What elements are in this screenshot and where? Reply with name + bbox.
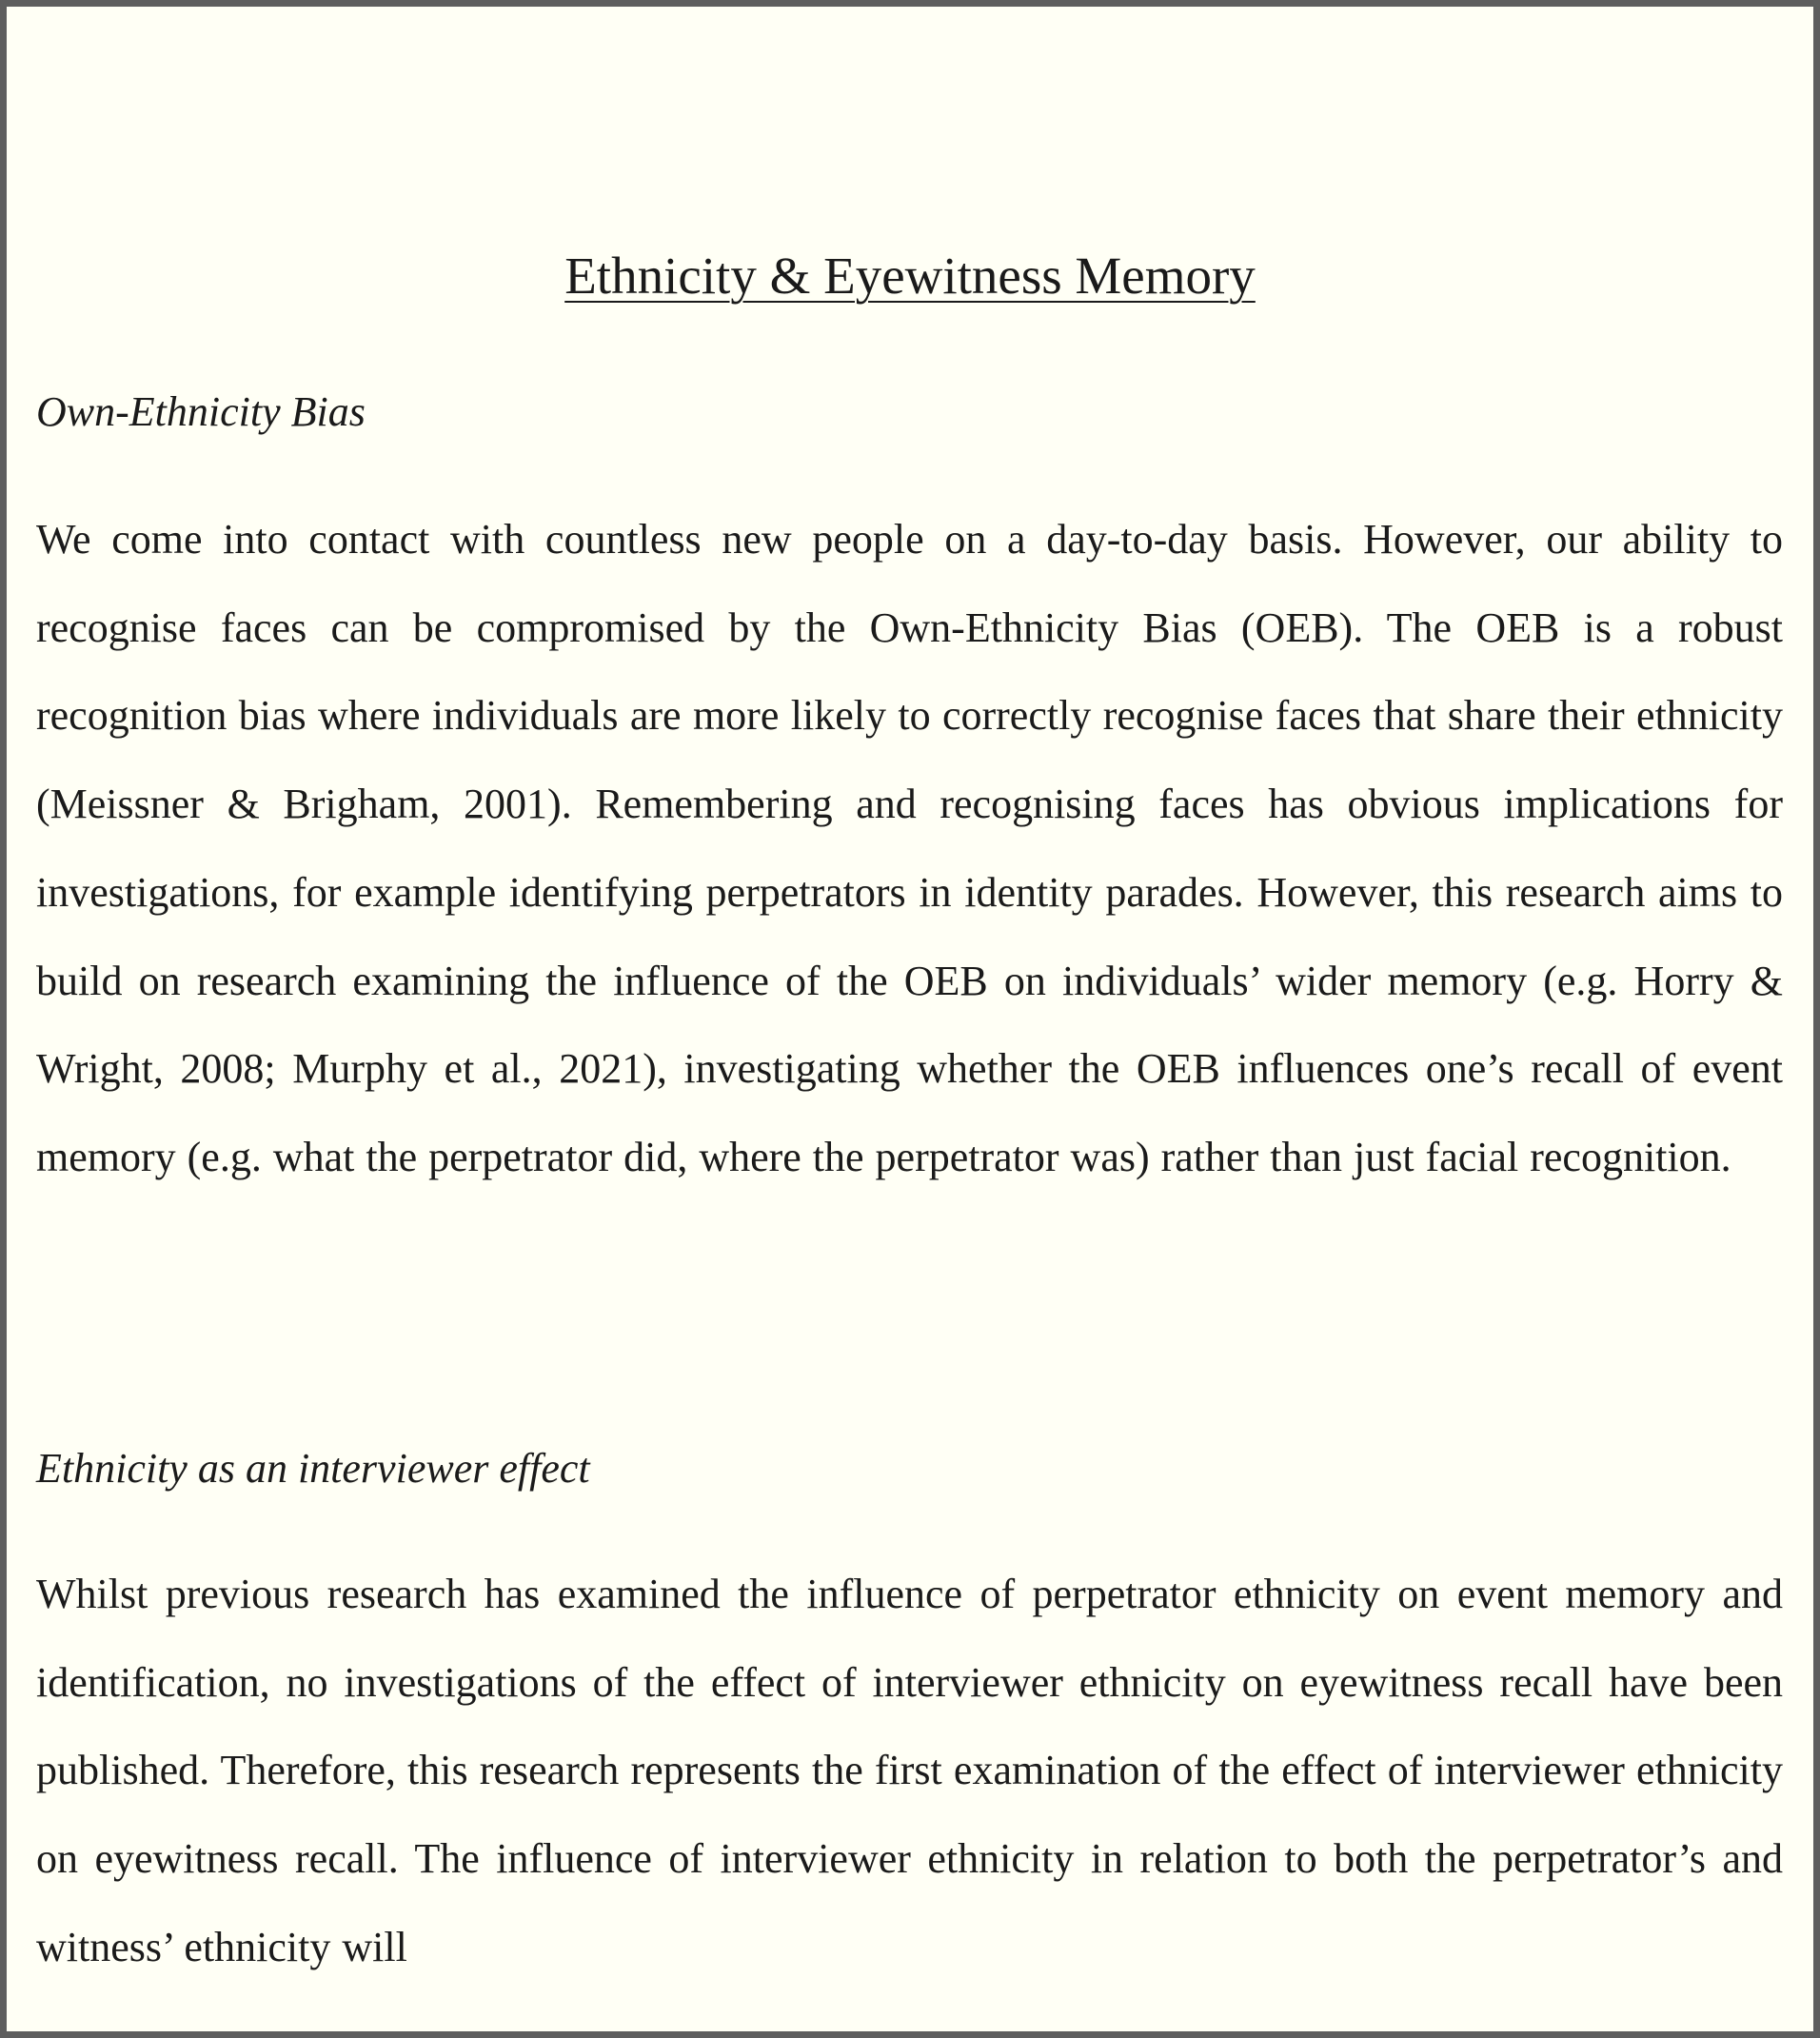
section-heading-interviewer-effect: Ethnicity as an interviewer effect <box>36 1445 590 1492</box>
section-paragraph-own-ethnicity-bias: We come into contact with countless new people on a day-to-day basis. However, our ability to recognise faces can be compromised by the Own-Ethnicity Bias (OEB). The OEB is a robust recognition bias where individuals are more likely to correctly recognise faces that share their ethnicity (Meissner & Brigham, 2001). Remembering and recognising faces has obvious implications for investigations, for example identifying perpetrators in identity parades. However, this research aims to build on research examining the influence of the OEB on individuals’ wider memory (e.g. Horry & Wright, 2008; Murphy et al., 2021), investigating whether the OEB influences one’s recall of event memory (e.g. what the perpetrator did, where the perpetrator was) rather than just facial recognition. <box>36 516 1783 1180</box>
section-heading-own-ethnicity-bias: Own-Ethnicity Bias <box>36 388 366 435</box>
document-page <box>7 7 1813 2031</box>
section-paragraph-interviewer-effect: Whilst previous research has examined the influence of perpetrator ethnicity on event memory and identification, no investigations of the effect of interviewer ethnicity on eyewitness recall have been published. Therefore, this research represents the first examination of the effect of interviewer ethnicity on eyewitness recall. The influence of interviewer ethnicity in relation to both the perpetrator’s and witness’ ethnicity will <box>36 1571 1783 1970</box>
document-title: Ethnicity & Eyewitness Memory <box>564 247 1256 305</box>
